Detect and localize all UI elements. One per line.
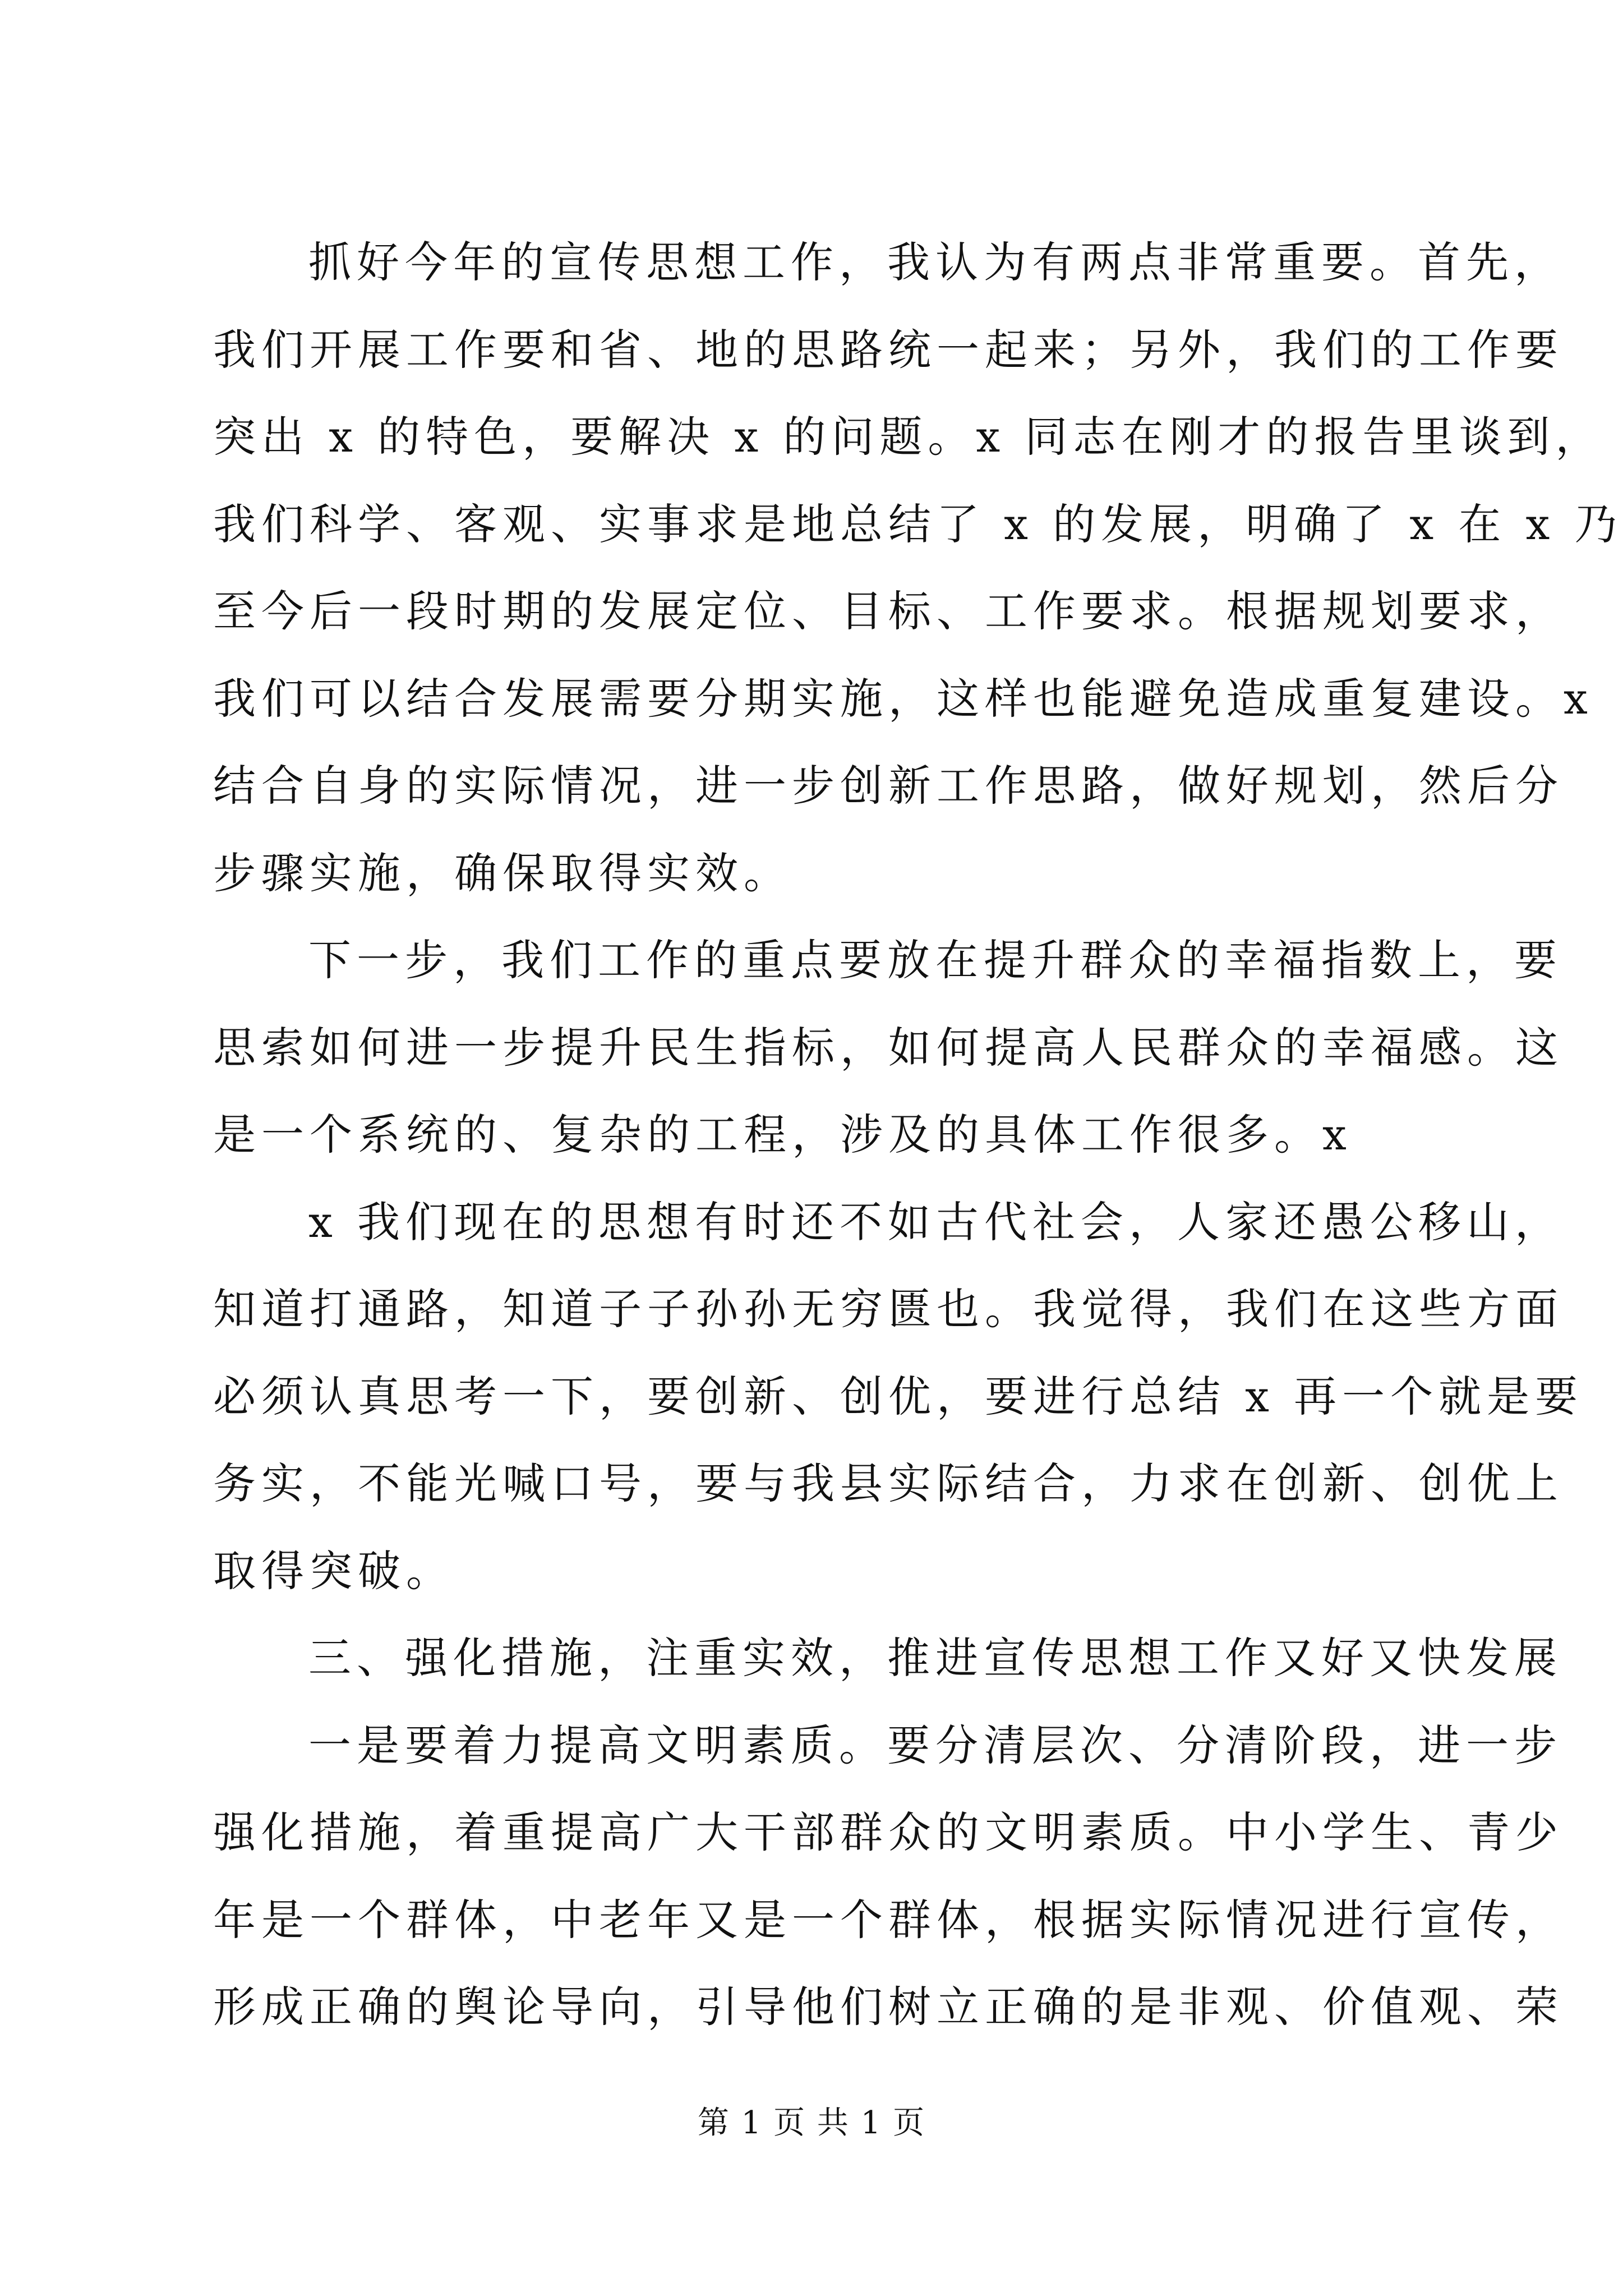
section-heading: 三、强化措施，注重实效，推进宣传思想工作又好又快发展	[308, 1633, 1562, 1683]
paragraph-line: 下一步，我们工作的重点要放在提升群众的幸福指数上，要	[308, 935, 1562, 985]
paragraph-line: 思索如何进一步提升民生指标，如何提高人民群众的幸福感。这	[213, 1022, 1564, 1073]
paragraph-line: 结合自身的实际情况，进一步创新工作思路，做好规划，然后分	[213, 761, 1564, 811]
document-body	[213, 219, 1623, 2051]
paragraph-line: 我们可以结合发展需要分期实施，这样也能避免造成重复建设。x	[213, 673, 1593, 724]
paragraph-line: 知道打通路，知道子子孙孙无穷匮也。我觉得，我们在这些方面	[213, 1284, 1564, 1334]
paragraph-line: 形成正确的舆论导向，引导他们树立正确的是非观、价值观、荣	[213, 1982, 1564, 2032]
paragraph-line: 强化措施，着重提高广大干部群众的文明素质。中小学生、青少	[213, 1807, 1564, 1857]
paragraph-line: 我们开展工作要和省、地的思路统一起来；另外，我们的工作要	[213, 324, 1564, 375]
paragraph-line: 取得突破。	[213, 1545, 454, 1596]
paragraph-line: 我们科学、客观、实事求是地总结了 x 的发展，明确了 x 在 x 乃	[213, 499, 1623, 549]
paragraph-line: 必须认真思考一下，要创新、创优，要进行总结 x 再一个就是要	[213, 1371, 1584, 1421]
paragraph-line: 是一个系统的、复杂的工程，涉及的具体工作很多。x	[213, 1110, 1352, 1159]
paragraph-line: 至今后一段时期的发展定位、目标、工作要求。根据规划要求，	[213, 586, 1564, 636]
paragraph-line: 步骤实施，确保取得实效。	[213, 848, 792, 898]
page-footer: 第 1 页 共 1 页	[697, 2105, 926, 2141]
paragraph-line: 抓好今年的宣传思想工作，我认为有两点非常重要。首先，	[308, 237, 1562, 287]
paragraph-line: x 我们现在的思想有时还不如古代社会，人家还愚公移山，	[308, 1197, 1564, 1247]
paragraph-line: 一是要着力提高文明素质。要分清层次、分清阶段，进一步	[308, 1720, 1562, 1770]
paragraph-line: 务实，不能光喊口号，要与我县实际结合，力求在创新、创优上	[213, 1458, 1564, 1508]
paragraph-line: 突出 x 的特色，要解决 x 的问题。x 同志在刚才的报告里谈到，	[213, 412, 1604, 462]
paragraph-line: 年是一个群体，中老年又是一个群体，根据实际情况进行宣传，	[213, 1894, 1564, 1945]
